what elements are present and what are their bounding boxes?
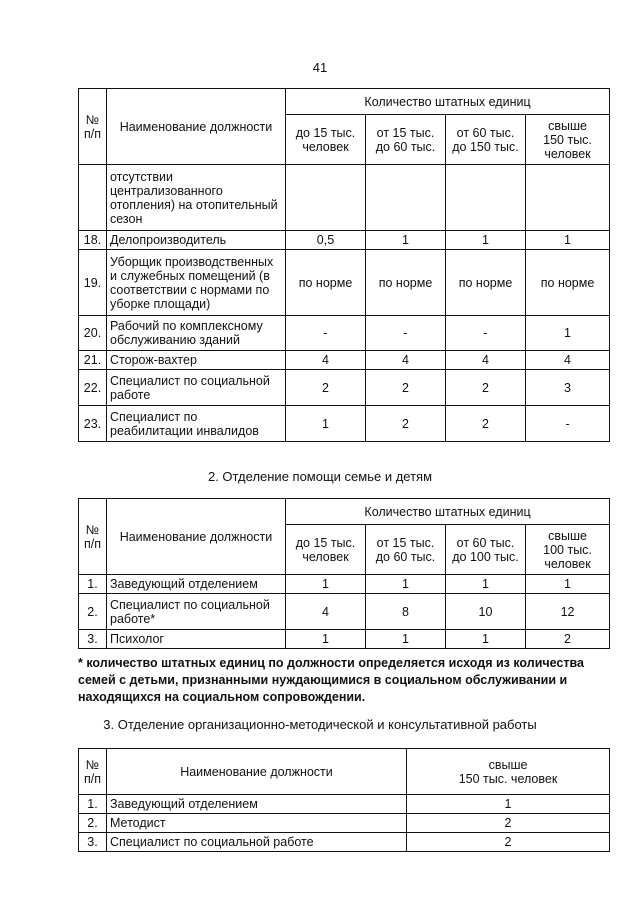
row-value: 1	[366, 575, 446, 594]
row-value: -	[366, 316, 446, 351]
header-col-3: от 60 тыс. до 100 тыс.	[446, 525, 526, 575]
footnote: * количество штатных единиц по должности определяется исходя из количества семей с детьми, признанными нуждающимися в социальном обслуживании и находящихся на социальном сопровождении.	[78, 656, 584, 704]
row-value: 2	[286, 370, 366, 406]
table-row	[79, 575, 610, 594]
table-row	[79, 250, 610, 316]
row-position: Психолог	[107, 630, 286, 649]
row-value: 4	[286, 594, 366, 630]
header-col-2: от 15 тыс. до 60 тыс.	[366, 525, 446, 575]
row-number: 1.	[79, 575, 107, 594]
row-value: 1	[446, 575, 526, 594]
row-value: 1	[286, 406, 366, 442]
row-value: по норме	[286, 250, 366, 316]
row-position: Специалист по социальной работе*	[107, 594, 286, 630]
row-value: 1	[407, 795, 610, 814]
row-position: Заведующий отделением	[107, 575, 286, 594]
row-value: 1	[366, 231, 446, 250]
row-number: 21.	[79, 351, 107, 370]
header-number: № п/п	[79, 89, 107, 165]
header-col-4: свыше 100 тыс. человек	[526, 525, 610, 575]
row-value: 2	[407, 814, 610, 833]
header-col-2: от 15 тыс. до 60 тыс.	[366, 115, 446, 165]
row-value	[366, 165, 446, 231]
row-value	[446, 165, 526, 231]
header-staff-units: Количество штатных единиц	[286, 499, 610, 525]
row-value: 4	[366, 351, 446, 370]
row-value: -	[526, 406, 610, 442]
header-col-1: до 15 тыс. человек	[286, 115, 366, 165]
row-position: Специалист по социальной работе	[107, 370, 286, 406]
row-value: 1	[526, 231, 610, 250]
row-value: 2	[366, 370, 446, 406]
row-value: 1	[446, 231, 526, 250]
row-position: Делопроизводитель	[107, 231, 286, 250]
header-col-1: до 15 тыс. человек	[286, 525, 366, 575]
table-row	[79, 231, 610, 250]
header-col-3: от 60 тыс. до 150 тыс.	[446, 115, 526, 165]
row-number: 3.	[79, 833, 107, 852]
table-row	[79, 814, 610, 833]
row-position: Сторож-вахтер	[107, 351, 286, 370]
table-row	[79, 316, 610, 351]
table-row	[79, 795, 610, 814]
header-number: № п/п	[79, 749, 107, 795]
table-row	[79, 630, 610, 649]
row-value: -	[286, 316, 366, 351]
row-value: 2	[526, 630, 610, 649]
row-number: 3.	[79, 630, 107, 649]
section-3-title: 3. Отделение организационно-методической и консультативной работы	[103, 717, 537, 732]
section-2-title: 2. Отделение помощи семье и детям	[207, 469, 433, 484]
staff-table-3	[78, 748, 610, 852]
row-number: 18.	[79, 231, 107, 250]
row-value: 2	[446, 370, 526, 406]
row-value: -	[446, 316, 526, 351]
header-position: Наименование должности	[107, 749, 407, 795]
row-number: 22.	[79, 370, 107, 406]
row-number: 19.	[79, 250, 107, 316]
row-value: 4	[446, 351, 526, 370]
row-value: 4	[526, 351, 610, 370]
row-position: Уборщик производственных и служебных помещений (в соответствии с нормами по уборке площади)	[107, 250, 286, 316]
row-value: 8	[366, 594, 446, 630]
row-position: Методист	[107, 814, 407, 833]
table-row	[79, 833, 610, 852]
row-value: по норме	[526, 250, 610, 316]
row-number: 2.	[79, 814, 107, 833]
row-number: 20.	[79, 316, 107, 351]
row-value: 1	[446, 630, 526, 649]
row-value: 2	[446, 406, 526, 442]
row-number: 2.	[79, 594, 107, 630]
row-value: по норме	[446, 250, 526, 316]
table-row	[79, 406, 610, 442]
row-value: по норме	[366, 250, 446, 316]
header-staff-units: Количество штатных единиц	[286, 89, 610, 115]
row-position: Заведующий отделением	[107, 795, 407, 814]
header-col-1: свыше 150 тыс. человек	[407, 749, 610, 795]
row-position: Рабочий по комплексному обслуживанию зданий	[107, 316, 286, 351]
row-value	[286, 165, 366, 231]
row-number	[79, 165, 107, 231]
row-number: 23.	[79, 406, 107, 442]
table-row	[79, 351, 610, 370]
table-row	[79, 165, 610, 231]
row-position: Специалист по реабилитации инвалидов	[107, 406, 286, 442]
table-row	[79, 594, 610, 630]
row-value: 12	[526, 594, 610, 630]
row-number: 1.	[79, 795, 107, 814]
header-number: № п/п	[79, 499, 107, 575]
row-value: 3	[526, 370, 610, 406]
row-value: 1	[286, 575, 366, 594]
row-position: отсутствии централизованного отопления) на отопительный сезон	[107, 165, 286, 231]
row-value: 0,5	[286, 231, 366, 250]
row-value: 1	[286, 630, 366, 649]
table-row	[79, 370, 610, 406]
row-value	[526, 165, 610, 231]
header-position: Наименование должности	[107, 89, 286, 165]
row-value: 1	[366, 630, 446, 649]
row-value: 10	[446, 594, 526, 630]
staff-table-2	[78, 498, 610, 649]
row-value: 1	[526, 575, 610, 594]
header-position: Наименование должности	[107, 499, 286, 575]
row-position: Специалист по социальной работе	[107, 833, 407, 852]
page-number: 41	[312, 60, 328, 75]
header-col-4: свыше 150 тыс. человек	[526, 115, 610, 165]
row-value: 2	[407, 833, 610, 852]
staff-table-1	[78, 88, 610, 442]
row-value: 4	[286, 351, 366, 370]
row-value: 1	[526, 316, 610, 351]
row-value: 2	[366, 406, 446, 442]
